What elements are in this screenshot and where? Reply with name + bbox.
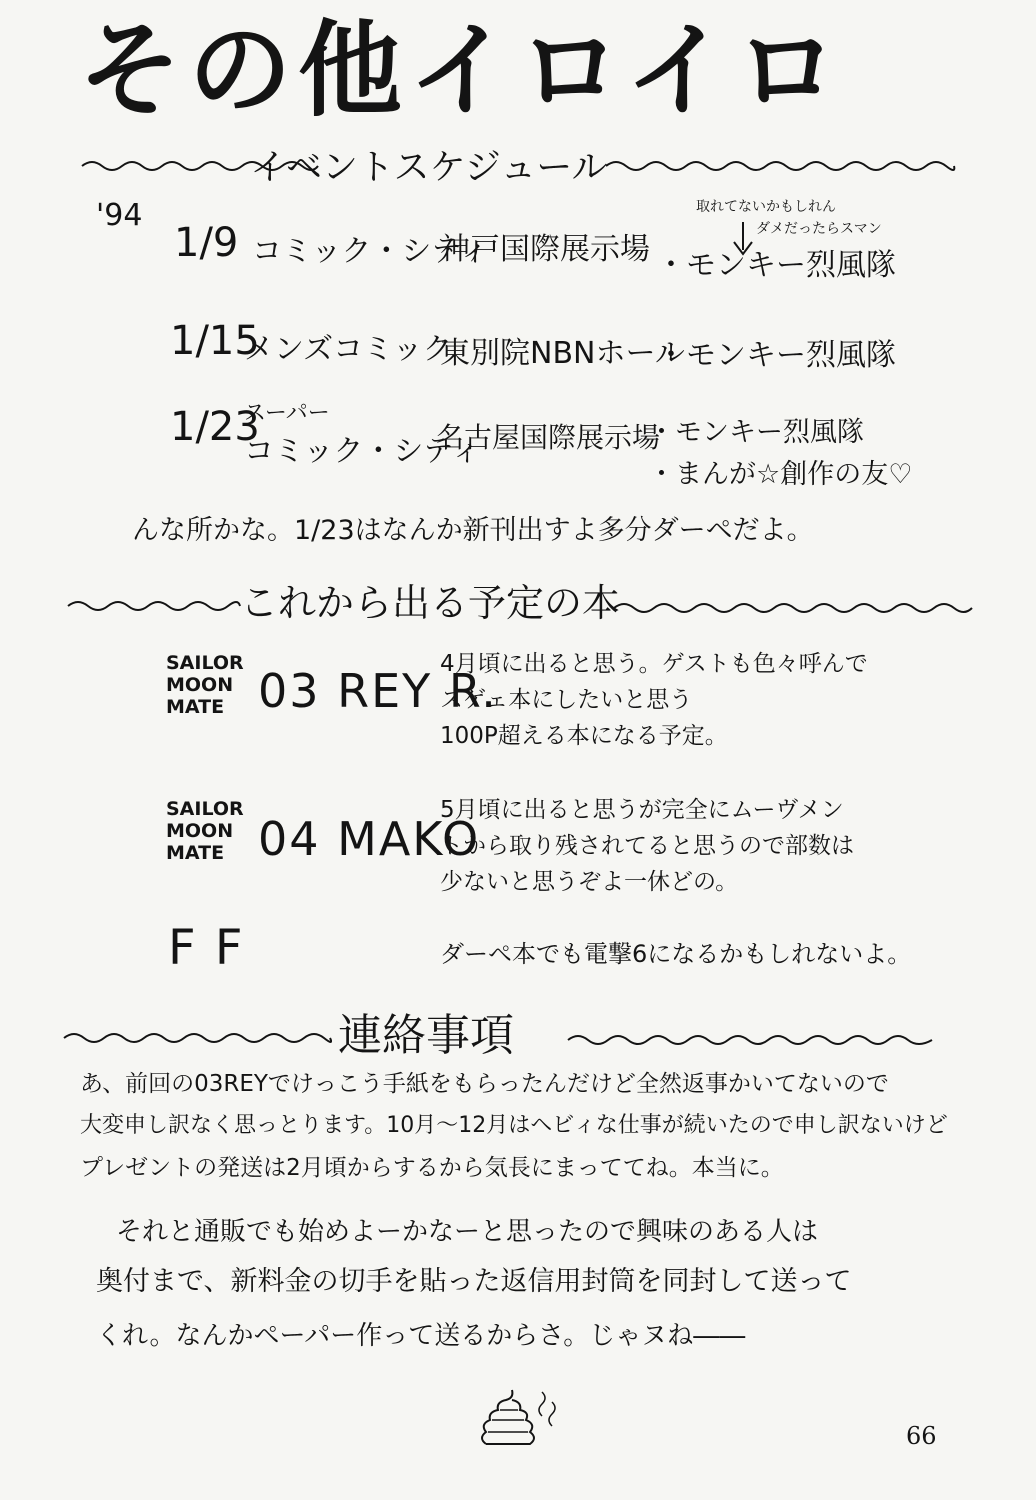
wavy-rule-left [66,590,242,620]
book-description: ダーペ本でも電撃6になるかもしれないよ。 [440,940,912,968]
contact-heading: 連絡事項 [338,1010,514,1061]
event-name: コミック・シティ [252,234,489,269]
contact-line: プレゼントの発送は2月頃からするから気長にまっててね。本当に。 [80,1155,784,1181]
event-venue: 神戸国際展示場 [440,232,650,267]
year-label: '94 [96,198,143,233]
contact-line: 奥付まで、新料金の切手を貼った返信用封筒を同封して送って [96,1266,852,1297]
event-venue: 名古屋国際展示場 [436,421,661,454]
page-number: 66 [906,1422,937,1450]
event-name-line2: コミック・シティ [244,434,481,469]
wavy-rule-right [612,592,974,622]
wavy-rule-right [566,1024,934,1054]
contact-line: それと通販でも始めよーかなーと思ったので興味のある人は [116,1217,819,1247]
page-title: その他イロイロ [78,9,845,131]
upcoming-books-heading: これから出る予定の本 [240,581,621,625]
book-description: 5月頃に出ると思うが完全にムーヴメントから取り残されてると思うので部数は 少ないと思うぞよ一休どの。 [440,797,854,895]
event-name-line1: スーパー [244,401,330,426]
doodle-icon [468,1378,564,1454]
event-schedule-heading: イベントスケジュール [250,147,608,188]
wavy-rule-left [62,1022,332,1052]
event-circle: ・モンキー烈風隊 [656,248,896,283]
wavy-rule-right [604,150,956,180]
contact-line: くれ。なんかペーパー作って送るからさ。じゃヌね―― [96,1321,746,1351]
contact-line: あ、前回の03REYでけっこう手紙をもらったんだけど全然返事かいてないので [80,1071,889,1097]
event-venue: 東別院NBNホール [440,336,685,371]
contact-line: 大変申し訳なく思っとります。10月〜12月はヘビィな仕事が続いたので申し訳ないけど [80,1113,948,1138]
series-label: SAILOR MOON MATE [166,652,244,718]
event-date: 1/9 [174,220,239,266]
event-circle: ・モンキー烈風隊 [648,417,864,448]
event-date: 1/23 [170,404,260,450]
book-title: F F [168,920,245,976]
event-name: メンズコミック [244,332,453,367]
side-note-line1: 取れてないかもしれん [696,199,836,215]
event-summary: んな所かな。1/23はなんか新刊出すよ多分ダーペだよ。 [132,515,814,546]
side-note-line2: ダメだったらスマン [756,221,882,237]
event-circle: ・モンキー烈風隊 [656,338,896,373]
book-title: 03 REY R. [258,664,498,718]
series-label: SAILOR MOON MATE [166,798,244,864]
book-description: 4月頃に出ると思う。ゲストも色々呼んで スゲェ本にしたいと思う 100P超える本になる予定。 [440,651,868,749]
book-title: 04 MAKO [258,812,481,866]
event-circle: ・まんが☆創作の友♡ [648,459,913,490]
event-date: 1/15 [170,318,260,364]
